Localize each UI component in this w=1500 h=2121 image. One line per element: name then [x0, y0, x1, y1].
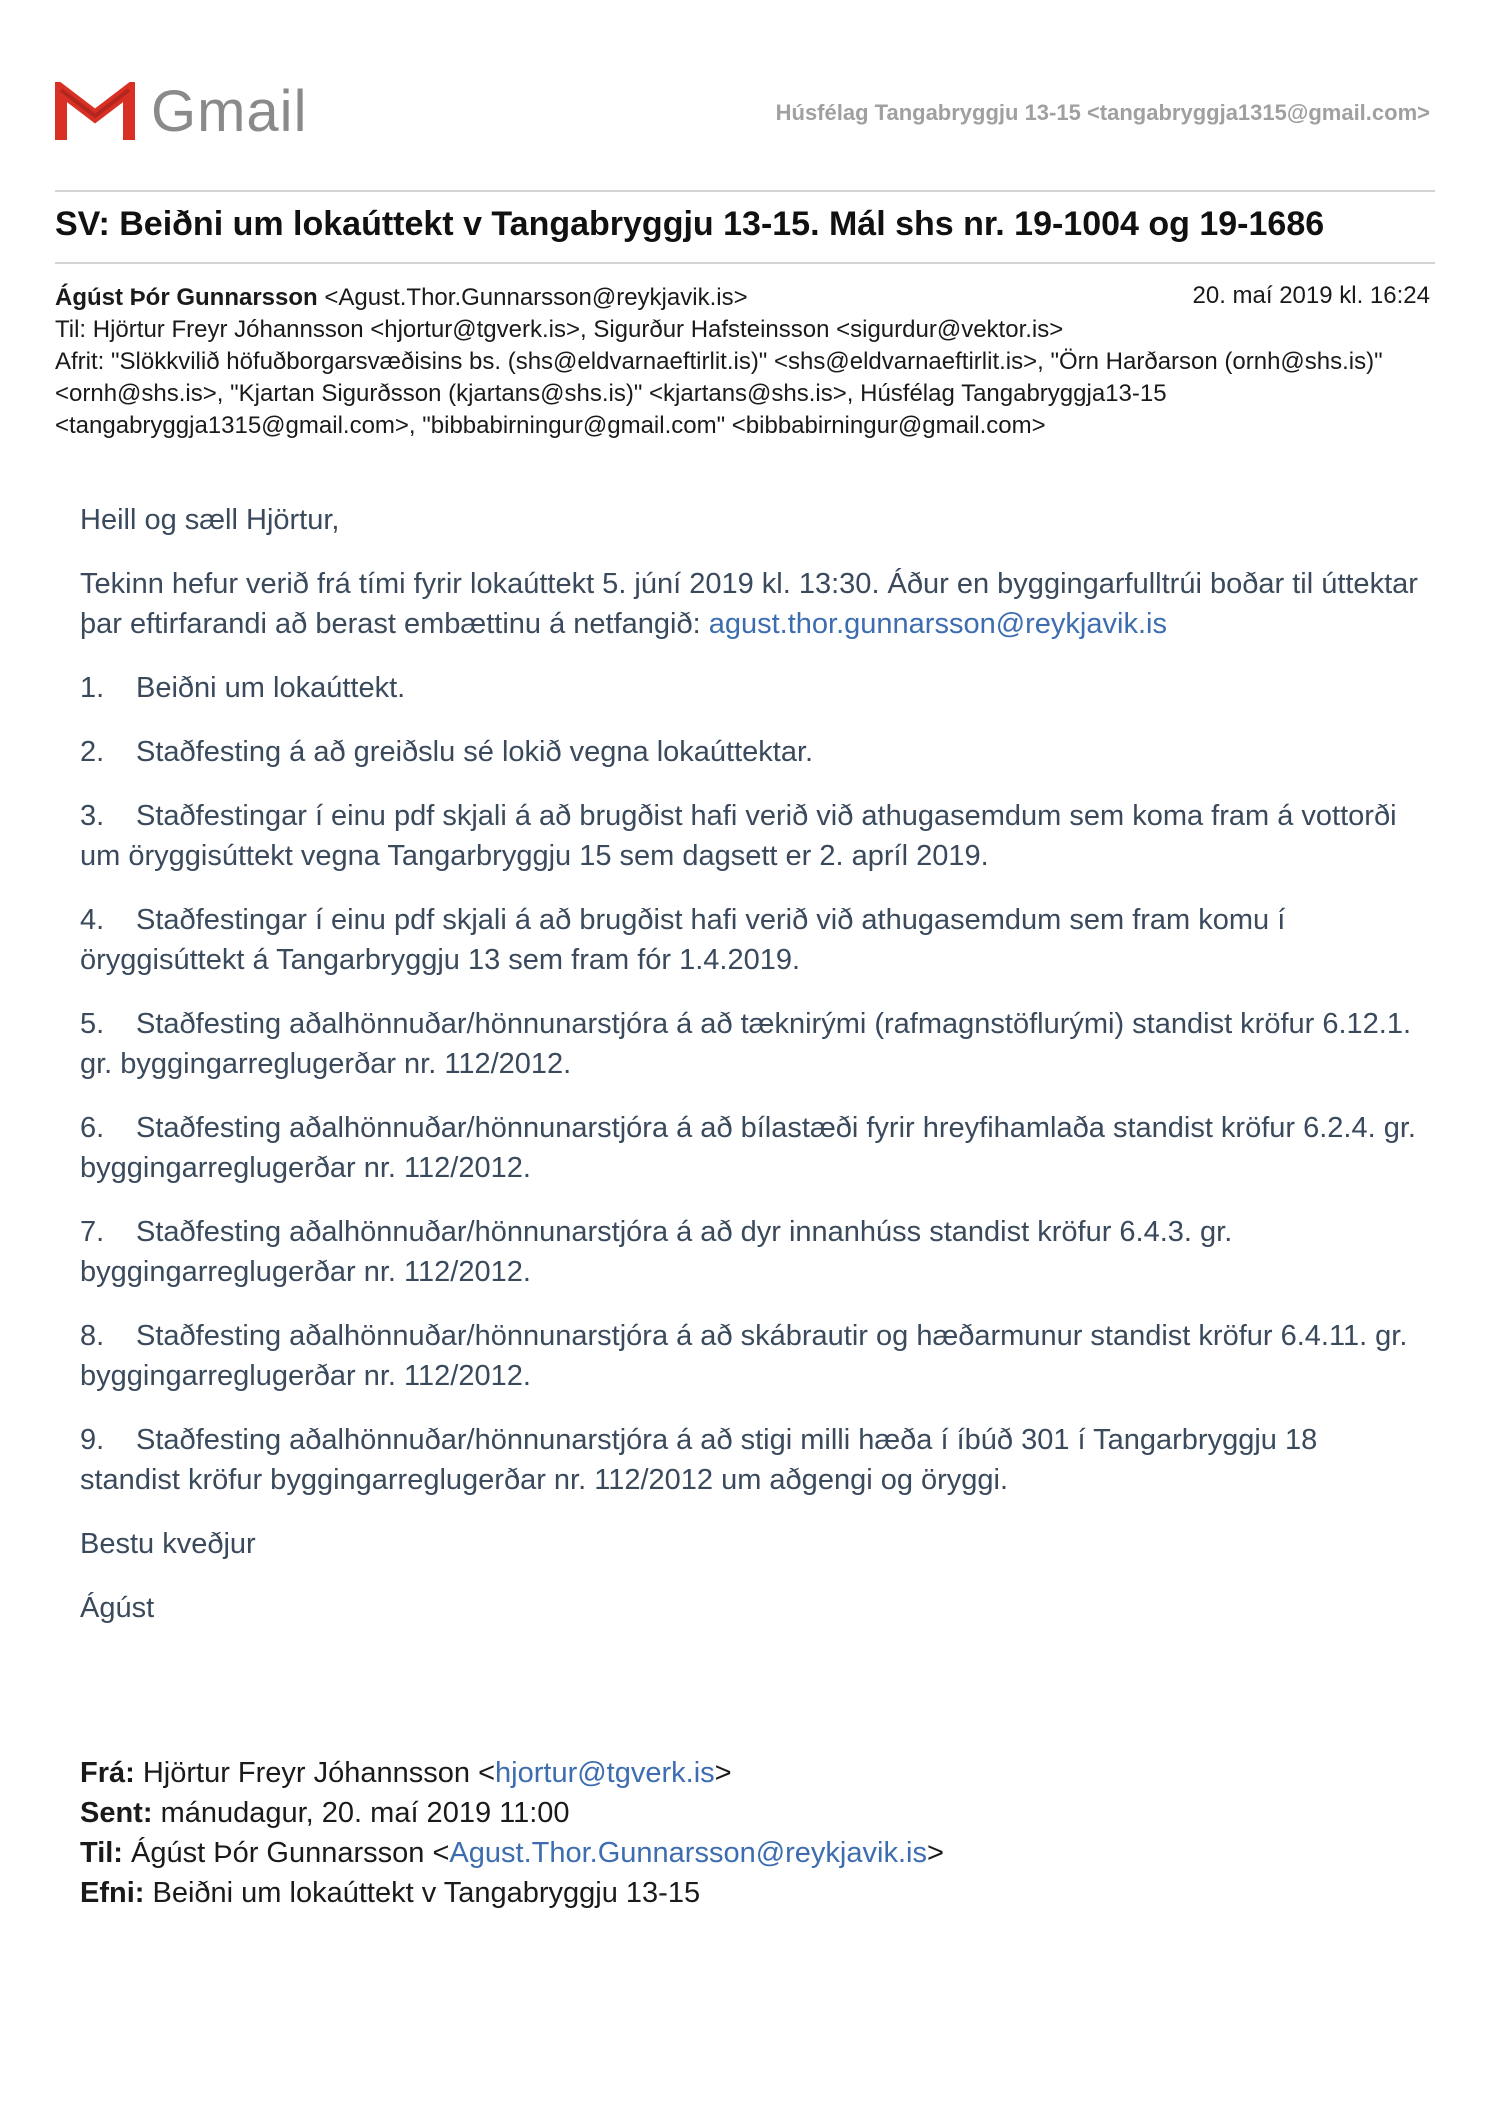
item-text: Staðfesting aðalhönnuðar/hönnunarstjóra á að dyr innanhúss standist kröfur 6.4.3. gr. byggingarreglugerðar nr. 112/2012.: [80, 1216, 1233, 1288]
list-item: [80, 732, 1420, 772]
quoted-from: Frá: Hjörtur Freyr Jóhannsson <hjortur@tgverk.is>: [80, 1757, 732, 1789]
item-text: Beiðni um lokaúttekt.: [136, 672, 406, 704]
sender-name: Ágúst Þór Gunnarsson: [55, 284, 318, 311]
subject-label: Efni:: [80, 1877, 145, 1909]
gmail-wordmark: Gmail: [151, 79, 308, 144]
gmail-envelope-icon: [55, 82, 135, 142]
from-email-link[interactable]: hjortur@tgverk.is: [495, 1757, 715, 1789]
item-text: Staðfesting aðalhönnuðar/hönnunarstjóra á að tæknirými (rafmagnstöflurými) standist kröfur 6.12.1. gr. byggingarreglugerðar nr. 112/2012.: [80, 1008, 1412, 1080]
intro-paragraph: [80, 564, 1420, 644]
item-number: 8.: [80, 1320, 105, 1352]
list-item: [80, 796, 1420, 876]
email-subject: SV: Beiðni um lokaúttekt v Tangabryggju 13-15. Mál shs nr. 19-1004 og 19-1686: [55, 205, 1325, 243]
cc-line: Afrit: "Slökkvilið höfuðborgarsvæðisins bs. (shs@eldvarnaeftirlit.is)" <shs@eldvarnaeftirlit.is>, "Örn Harðarson (ornh@shs.is)" <ornh@shs.is>, "Kjartan Sigurðsson (kjartans@shs.is)" <kjartans@shs.is>, Húsfélag Tangabryggja13-15 <tangabryggja1315@gmail.com>, "bibbabirningur@gmail.com" <bibbabirningur@gmail.com>: [55, 348, 1383, 439]
item-text: Staðfesting aðalhönnuðar/hönnunarstjóra á að stigi milli hæða í íbúð 301 í Tangarbryggju 18 standist kröfur byggingarreglugerðar nr. 112/2012 um aðgengi og öryggi.: [80, 1424, 1318, 1496]
item-text: Staðfesting á að greiðslu sé lokið vegna lokaúttektar.: [136, 736, 814, 768]
subject-value: Beiðni um lokaúttekt v Tangabryggju 13-15: [152, 1877, 701, 1909]
gmail-logo[interactable]: [55, 78, 307, 145]
list-item: [80, 668, 1420, 708]
list-item: [80, 900, 1420, 980]
account-address: Húsfélag Tangabryggju 13-15 <tangabryggja1315@gmail.com>: [775, 100, 1430, 125]
item-number: 2.: [80, 736, 105, 768]
closing: Bestu kveðjur: [80, 1528, 256, 1560]
to-label: Til:: [80, 1837, 123, 1869]
item-text: Staðfestingar í einu pdf skjali á að brugðist hafi verið við athugasemdum sem koma fram á vottorði um öryggisúttekt vegna Tangarbryggju 15 sem dagsett er 2. apríl 2019.: [80, 800, 1397, 872]
to-name: Ágúst Þór Gunnarsson: [131, 1837, 425, 1869]
item-number: 6.: [80, 1112, 105, 1144]
quoted-subject: [80, 1873, 1420, 1913]
item-number: 7.: [80, 1216, 105, 1248]
list-item: [80, 1212, 1420, 1292]
quoted-to: Til: Ágúst Þór Gunnarsson <Agust.Thor.Gunnarsson@reykjavik.is>: [80, 1837, 944, 1869]
signature: Ágúst: [80, 1592, 155, 1624]
intro-text: Tekinn hefur verið frá tími fyrir lokaúttekt 5. júní 2019 kl. 13:30. Áður en byggingarfulltrúi boðar til úttektar þar eftirfarandi að berast embættinu á netfangið:: [80, 568, 1418, 640]
email-body: [80, 500, 1420, 1652]
intro-email-link[interactable]: agust.thor.gunnarsson@reykjavik.is: [708, 608, 1167, 640]
item-text: Staðfestingar í einu pdf skjali á að brugðist hafi verið við athugasemdum sem fram komu í öryggisúttekt á Tangarbryggju 13 sem fram fór 1.4.2019.: [80, 904, 1286, 976]
item-text: Staðfesting aðalhönnuðar/hönnunarstjóra á að bílastæði fyrir hreyfihamlaða standist kröfur 6.2.4. gr. byggingarreglugerðar nr. 112/2012.: [80, 1112, 1416, 1184]
list-item: [80, 1316, 1420, 1396]
item-number: 3.: [80, 800, 105, 832]
item-number: 1.: [80, 672, 105, 704]
item-text: Staðfesting aðalhönnuðar/hönnunarstjóra á að skábrautir og hæðarmunur standist kröfur 6.4.11. gr. byggingarreglugerðar nr. 112/2012.: [80, 1320, 1408, 1392]
from-name: Hjörtur Freyr Jóhannsson: [142, 1757, 471, 1789]
item-number: 9.: [80, 1424, 105, 1456]
quoted-header: [80, 1753, 1420, 1913]
to-email-link[interactable]: Agust.Thor.Gunnarsson@reykjavik.is: [449, 1837, 927, 1869]
sent-label: Sent:: [80, 1797, 153, 1829]
to-line: Til: Hjörtur Freyr Jóhannsson <hjortur@tgverk.is>, Sigurður Hafsteinsson <sigurdur@vektor.is>: [55, 316, 1064, 343]
list-item: [80, 1004, 1420, 1084]
sender-email: <Agust.Thor.Gunnarsson@reykjavik.is>: [324, 284, 748, 311]
sent-value: mánudagur, 20. maí 2019 11:00: [160, 1797, 570, 1829]
item-number: 5.: [80, 1008, 105, 1040]
item-number: 4.: [80, 904, 105, 936]
list-item: [80, 1420, 1420, 1500]
quoted-sent: [80, 1793, 1420, 1833]
greeting: Heill og sæll Hjörtur,: [80, 504, 340, 536]
list-item: [80, 1108, 1420, 1188]
divider-top: [55, 190, 1435, 192]
email-date: 20. maí 2019 kl. 16:24: [1192, 282, 1430, 309]
from-label: Frá:: [80, 1757, 135, 1789]
divider-subject: [55, 262, 1435, 264]
